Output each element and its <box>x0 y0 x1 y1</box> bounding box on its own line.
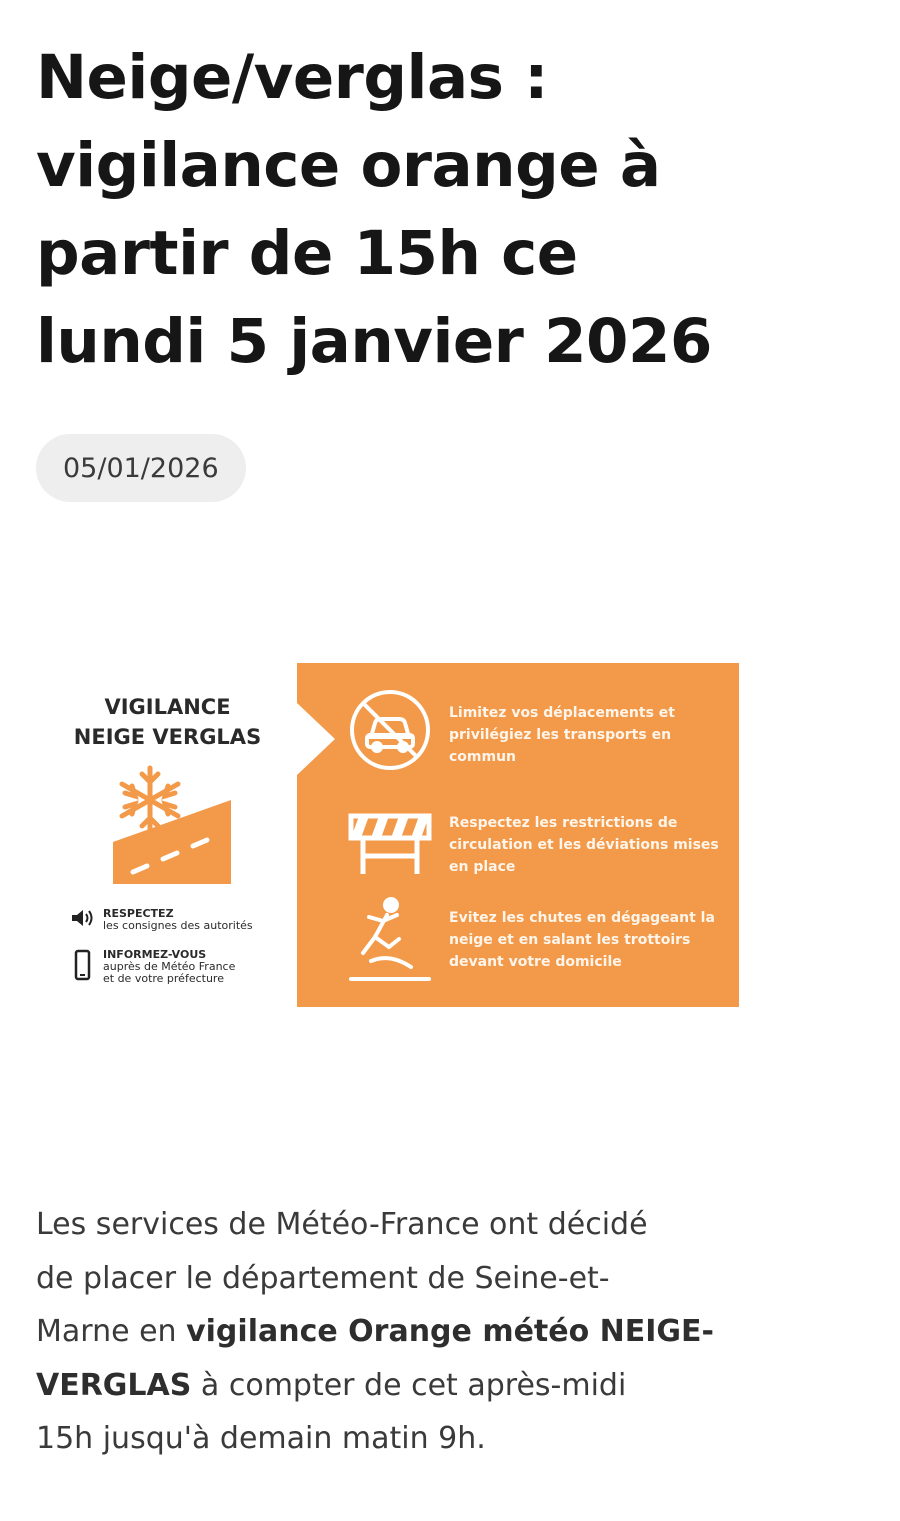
infographic-heading-line: VIGILANCE <box>104 695 231 719</box>
body-line: de placer le département de Seine-et- <box>36 1260 610 1296</box>
recommendation-text <box>449 812 729 878</box>
tip-detail: auprès de Météo France <box>103 960 236 973</box>
recommendation-line: Limitez vos déplacements et <box>449 705 675 721</box>
tip-label: INFORMEZ-VOUS <box>103 948 207 961</box>
recommendation-line: Evitez les chutes en dégageant la <box>449 910 715 926</box>
recommendation-line: commun <box>449 749 517 765</box>
publication-date: 05/01/2026 <box>63 452 219 484</box>
tip-detail: les consignes des autorités <box>103 919 253 932</box>
article-body <box>36 1198 776 1466</box>
body-line: 15h jusqu'à demain matin 9h. <box>36 1421 486 1456</box>
body-text-plain: à compter de cet après-midi <box>191 1367 627 1403</box>
infographic-heading-line: NEIGE VERGLAS <box>73 725 262 749</box>
recommendation-line: Respectez les restrictions de <box>449 815 678 831</box>
recommendation-line: circulation et les déviations mises <box>449 837 719 853</box>
recommendation-text <box>449 702 729 768</box>
snow-road-icon <box>105 760 235 885</box>
title-line: vigilance orange à <box>36 130 661 201</box>
no-car-icon <box>345 685 435 775</box>
body-line <box>36 1359 776 1413</box>
body-text-plain: Marne en <box>36 1314 187 1349</box>
panel-arrow <box>297 703 335 775</box>
date-badge <box>36 434 246 502</box>
body-text-emphasis: VERGLAS <box>36 1367 192 1403</box>
article-title <box>36 34 856 386</box>
road-barrier-icon <box>345 808 435 878</box>
title-line: Neige/verglas : <box>36 42 549 113</box>
body-text-emphasis: vigilance Orange météo NEIGE- <box>186 1314 714 1349</box>
body-line <box>36 1305 776 1359</box>
slipping-person-icon <box>345 895 435 985</box>
tip-label: RESPECTEZ <box>103 907 174 920</box>
recommendation-line: devant votre domicile <box>449 954 622 970</box>
body-line: Les services de Météo-France ont décidé <box>36 1207 648 1242</box>
phone-icon <box>70 949 96 983</box>
title-line: partir de 15h ce <box>36 218 578 289</box>
vigilance-infographic <box>60 660 740 1010</box>
recommendation-text <box>449 907 729 973</box>
recommendations-panel <box>297 663 739 1007</box>
recommendation-line: privilégiez les transports en <box>449 727 672 743</box>
title-line: lundi 5 janvier 2026 <box>36 306 712 377</box>
recommendation-line: neige et en salant les trottoirs <box>449 932 691 948</box>
speaker-icon <box>70 908 96 928</box>
recommendation-line: en place <box>449 859 516 875</box>
infographic-heading <box>60 692 275 752</box>
tip-detail: et de votre préfecture <box>103 972 224 985</box>
